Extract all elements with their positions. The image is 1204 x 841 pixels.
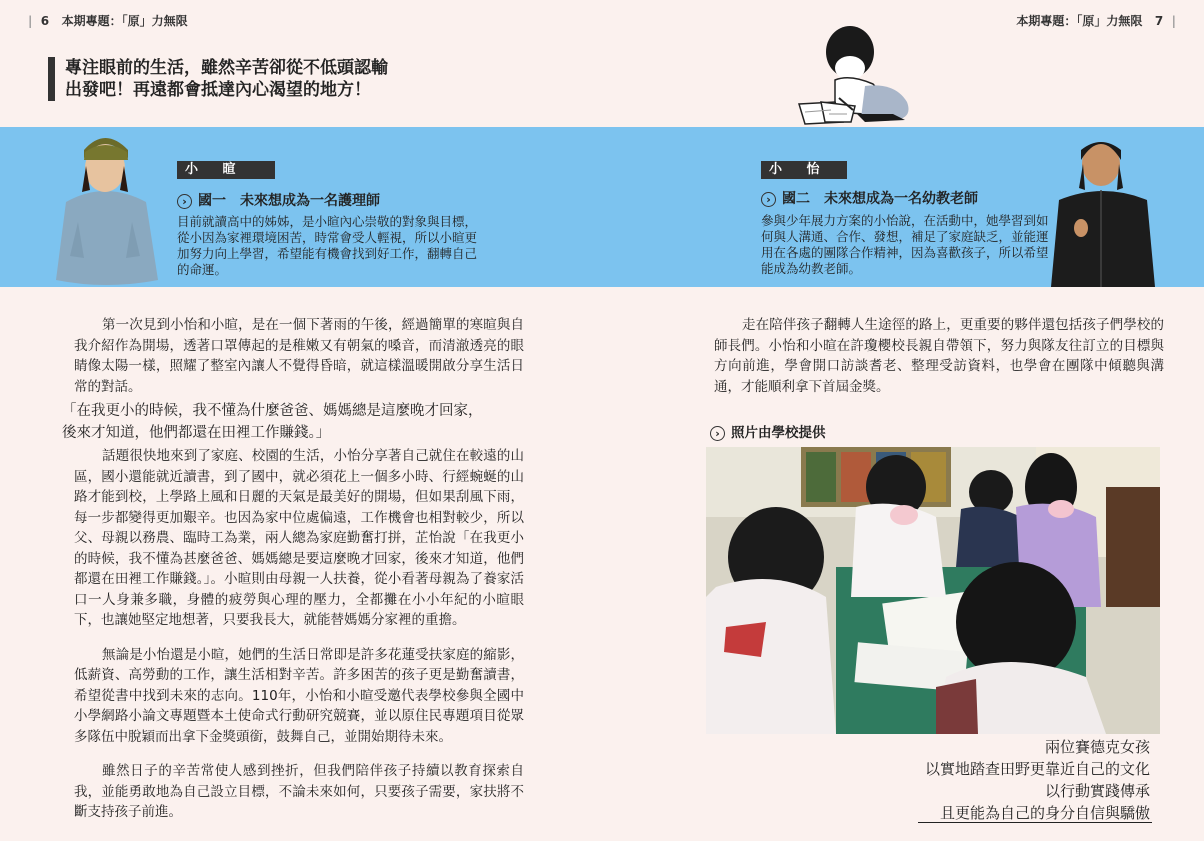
profile-bio: 參與少年展力方案的小怡說，在活動中，她學習到如何與人溝通、合作、發想，補足了家庭缺乏，並能運用在各處的團隊合作精神，因為喜歡孩子，所以希望能成為幼教老師。 xyxy=(761,213,1049,276)
students-photo xyxy=(706,447,1160,734)
chevron-right-circle-icon: › xyxy=(761,192,776,207)
page-header-left: | 6 本期專題：「原」力無限 xyxy=(28,14,188,28)
chevron-right-circle-icon: › xyxy=(177,194,192,209)
pull-quote xyxy=(62,400,542,444)
photo-credit-text: 照片由學校提供 xyxy=(731,425,826,441)
headline-line-2: 出發吧！再遠都會抵達內心渴望的地方！ xyxy=(65,80,371,100)
article-body-left-continued xyxy=(74,446,524,837)
photo-credit xyxy=(710,421,826,441)
girl-reading-illustration xyxy=(795,22,930,128)
chevron-right-circle-icon: › xyxy=(710,426,725,441)
page-number-right: 7 xyxy=(1154,14,1164,28)
profile-bio: 目前就讀高中的姊姊，是小暄內心崇敬的對象與目標，從小因為家裡環境困苦，時常會受人輕視，所以小暄更加努力向上學習，希望能有機會找到好工作，翻轉自己的命運。 xyxy=(177,214,478,277)
caption-line-4: 且更能為自己的身分自信與驕傲 xyxy=(939,804,1150,822)
caption-underline xyxy=(918,822,1152,823)
paragraph: 第一次見到小怡和小暄，是在一個下著雨的午後，經過簡單的寒暄與自我介紹作為開場，透著口罩傳起的是稚嫩又有朝氣的嗓音，而清澈透亮的眼睛像太陽一樣，照耀了整室內讓人不覺得昏暗，就這樣溫暖開啟分享生活日常的對話。 xyxy=(74,317,524,395)
paragraph: 無論是小怡還是小暄，她們的生活日常即是許多花蓮受扶家庭的縮影，低薪資、高勞動的工作，讓生活相對辛苦。許多困苦的孩子更是勤奮讀書，希望從書中找到未來的志向。110年，小怡和小暄受邀代表學校參與全國中小學網路小論文專題暨本土使命式行動研究競賽，並以原住民專題項目從眾多隊伍中脫穎而出拿下金獎頭銜，鼓舞自己，並開始期待未來。 xyxy=(74,646,524,745)
article-body-right xyxy=(714,315,1164,411)
profile-grade xyxy=(761,188,978,208)
paragraph: 話題很快地來到了家庭、校園的生活，小怡分享著自己就住在較遠的山區，國小還能就近讀書，到了國中，就必須花上一個多小時、行經蜿蜒的山路才能到校，上學路上風和日麗的天氣是最美好的開場，但如果刮風下雨，每一步都變得更加艱辛。也因為家中位處偏遠，工作機會也相對較少，所以父、母親以務農、臨時工為業，兩人總為家庭勤奮打拼，芷怡說「在我更小的時候，我不懂為甚麼爸爸、媽媽總是要這麼晚才回家，後來才知道，他們都還在田裡工作賺錢。」。小暄則由母親一人扶養，從小看著母親為了養家活口一人身兼多職，身體的疲勞與心理的壓力，全都攤在小小年紀的小暄眼下，也讓她堅定地想著，只要我長大，就能替媽媽分家裡的重擔。 xyxy=(74,448,524,628)
profile-name-tag: 小 怡 xyxy=(761,161,847,179)
caption-line-2: 以實地踏查田野更靠近自己的文化 xyxy=(924,760,1150,778)
caption-line-3: 以行動實踐傳承 xyxy=(1044,782,1150,800)
xiaoxuan-portrait xyxy=(48,130,163,287)
profile-grade-text: 國二 未來想成為一名幼教老師 xyxy=(782,191,978,207)
headline-line-1: 專注眼前的生活，雖然辛苦卻從不低頭認輸 xyxy=(65,58,388,78)
profile-grade-text: 國一 未來想成為一名護理師 xyxy=(198,193,380,209)
page-number-left: 6 xyxy=(40,14,50,28)
xiaoyi-portrait xyxy=(1045,130,1160,287)
page-header-right: 本期專題：「原」力無限 7 | xyxy=(1016,14,1176,28)
pull-quote-line-1: 「在我更小的時候，我不懂為什麼爸爸、媽媽總是這麼晚才回家， xyxy=(62,403,483,419)
profile-grade xyxy=(177,190,380,210)
headline xyxy=(48,57,388,101)
photo-caption xyxy=(750,736,1150,824)
paragraph: 雖然日子的辛苦常使人感到挫折，但我們陪伴孩子持續以教育探索自我，並能勇敢地為自己設立目標，不論未來如何，只要孩子需要，家扶將不斷支持孩子前進。 xyxy=(74,763,524,820)
running-title-left: 本期專題：「原」力無限 xyxy=(61,14,188,28)
article-body-left xyxy=(74,315,524,411)
paragraph: 走在陪伴孩子翻轉人生途徑的路上，更重要的夥伴還包括孩子們學校的師長們。小怡和小暄在許瓊櫻校長親自帶領下，努力與隊友往訂立的目標與方向前進，學會開口訪談耆老、整理受訪資料，也學會在團隊中傾聽與溝通，才能順利拿下首屆金獎。 xyxy=(714,317,1164,395)
pull-quote-line-2: 後來才知道，他們都還在田裡工作賺錢。」 xyxy=(62,425,331,441)
running-title-right: 本期專題：「原」力無限 xyxy=(1016,14,1143,28)
profile-name-tag: 小 暄 xyxy=(177,161,275,179)
caption-line-1: 兩位賽德克女孩 xyxy=(1044,738,1150,756)
